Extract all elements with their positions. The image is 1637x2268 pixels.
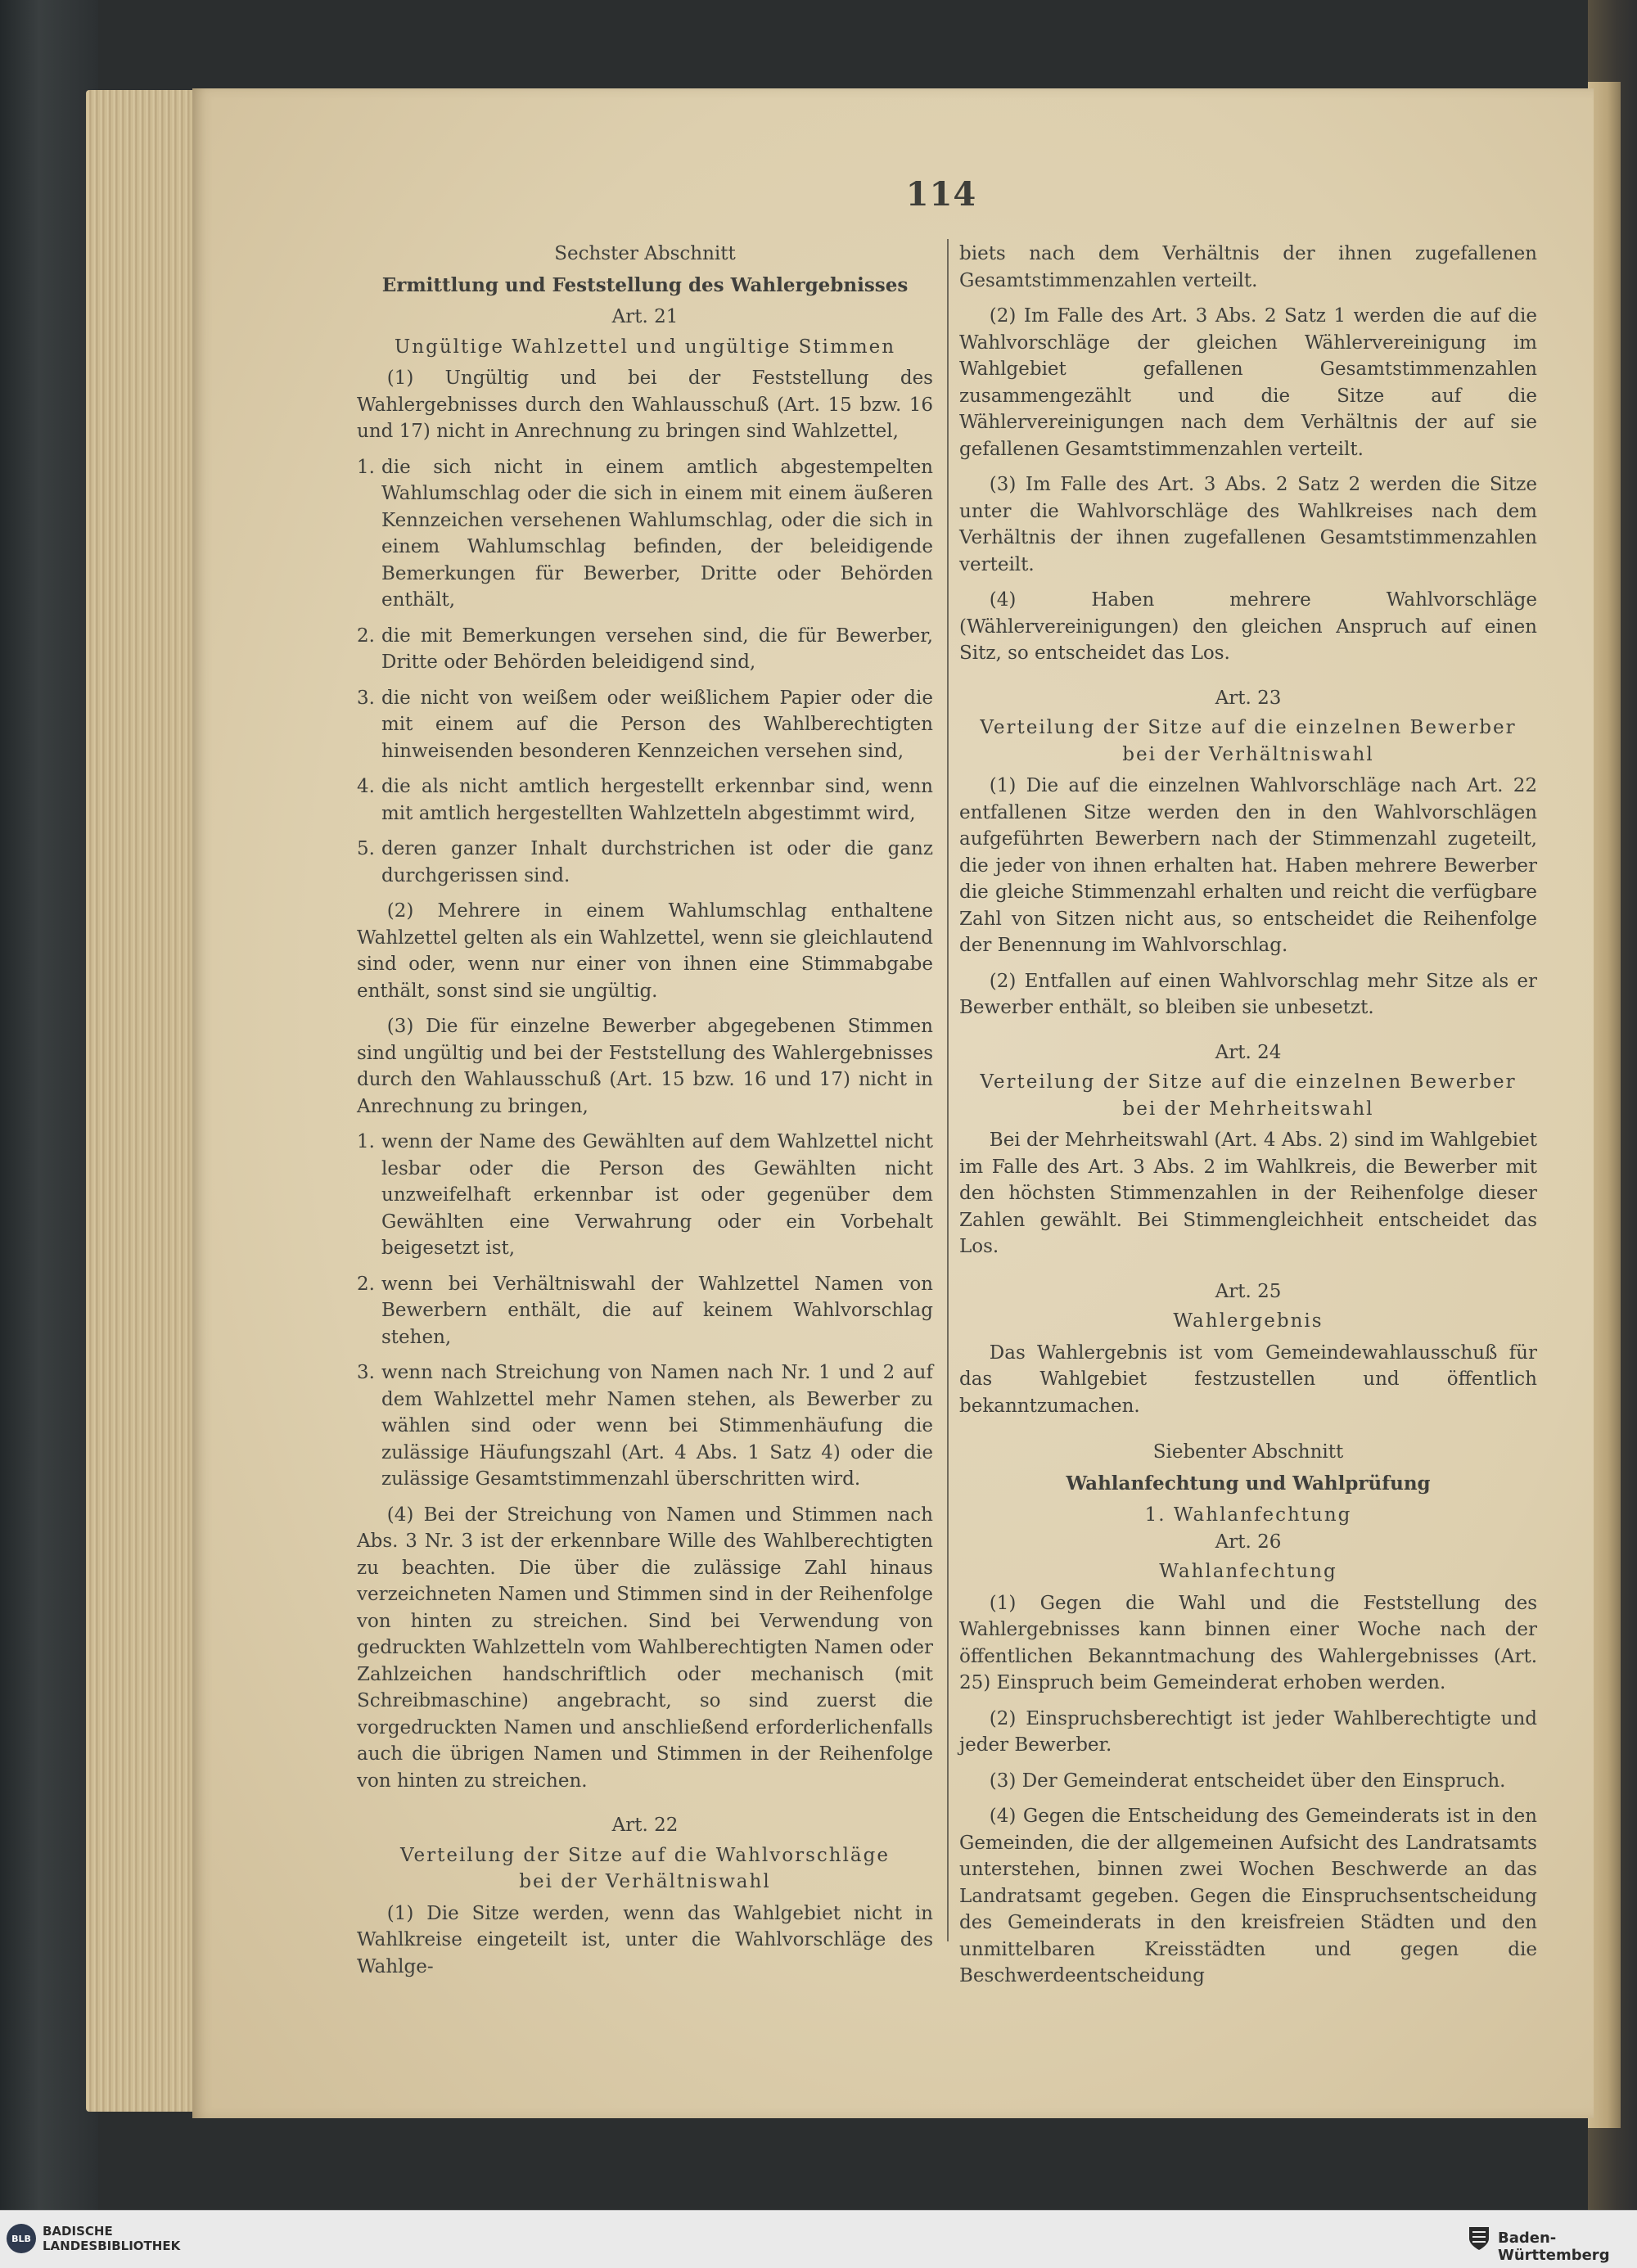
list-item: 2. die mit Bemerkungen versehen sind, die für Bewerber, Dritte oder Behörden beleidigend sind, <box>357 624 933 673</box>
list-item: 1. die sich nicht in einem amtlich abgestempelten Wahlumschlag oder die sich in einem mit einem äußeren Kennzeichen versehenen Wahlumschlag, oder die sich in einem Wahlumschlag befinden, der beleidigende Bemerkungen für Bewerber, Dritte oder Behörden enthält, <box>357 456 933 611</box>
list-item: 4. die als nicht amtlich hergestellt erkennbar sind, wenn mit amtlich hergestellten Wahlzetteln abgestimmt wird, <box>357 776 933 824</box>
paragraph: (1) Ungültig und bei der Feststellung des Wahlergebnisses durch den Wahlausschuß (Art. 15 bzw. 16 und 17) nicht in Anrechnung zu bringen sind Wahlzettel, <box>357 367 933 442</box>
article-number: Art. 21 <box>611 306 679 327</box>
column-divider <box>947 239 949 1941</box>
paragraph: Das Wahlergebnis ist vom Gemeindewahlausschuß für das Wahlgebiet festzustellen und öffentlich bekanntzumachen. <box>959 1341 1537 1417</box>
paragraph: (4) Bei der Streichung von Namen und Stimmen nach Abs. 3 Nr. 3 ist der erkennbare Wille des Wahlberechtigten zu beachten. Die über die zulässige Zahl hinaus verzeichneten Namen und Stimmen sind in der Reihenfolge von hinten zu streichen. Sind bei Verwendung von gedruckten Wahlzetteln vom Wahlberechtigten Namen oder Zahlzeichen handschriftlich oder mechanisch (mit Schreibmaschine) angebracht, so sind zuerst die vorgedruckten Namen und anschließend erforderlichenfalls auch die übrigen Namen und Stimmen in der Reihenfolge von hinten zu streichen. <box>357 1504 933 1792</box>
article-title: bei der Verhältniswahl <box>519 1871 771 1892</box>
paragraph: (3) Der Gemeinderat entscheidet über den Einspruch. <box>989 1770 1506 1792</box>
paragraph: biets nach dem Verhältnis der ihnen zugefallenen Gesamtstimmenzahlen verteilt. <box>959 243 1537 291</box>
list-item: 5. deren ganzer Inhalt durchstrichen ist oder die ganz durchgerissen sind. <box>357 838 933 886</box>
article-title: bei der Mehrheitswahl <box>1122 1098 1374 1120</box>
right-column <box>959 241 1537 1999</box>
paragraph: (2) Einspruchsberechtigt ist jeder Wahlberechtigte und jeder Bewerber. <box>959 1707 1537 1756</box>
numbered-list <box>357 1129 933 1493</box>
article-number: Art. 25 <box>1215 1280 1282 1302</box>
list-item: 3. wenn nach Streichung von Namen nach Nr. 1 und 2 auf dem Wahlzettel mehr Namen stehen, als Bewerber zu wählen sind oder wenn bei Stimmenhäufung die zulässige Häufungszahl (Art. 4 Abs. 1 Satz 4) oder die zulässige Gesamtstimmenzahl überschritten wird. <box>357 1362 933 1490</box>
paragraph: (1) Die auf die einzelnen Wahlvorschläge nach Art. 22 entfallenen Sitze werden den in den Wahlvorschlägen aufgeführten Bewerbern nach der Stimmenzahl zugeteilt, die jeder von ihnen erhalten hat. Haben mehrere Bewerber die gleiche Stimmenzahl erhalten und reicht die verfügbare Zahl von Sitzen nicht aus, so entscheidet die Reihenfolge der Benennung im Wahlvorschlag. <box>959 775 1537 956</box>
article-title: Verteilung der Sitze auf die Wahlvorschläge <box>400 1844 890 1866</box>
page-number: 114 <box>905 175 977 214</box>
paragraph: Bei der Mehrheitswahl (Art. 4 Abs. 2) sind im Wahlgebiet im Falle des Art. 3 Abs. 2 im Wahlkreis, die Bewerber mit den höchsten Stimmenzahlen in der Reihenfolge dieser Zahlen gewählt. Bei Stimmengleichheit entscheidet das Los. <box>959 1129 1537 1257</box>
blb-logo-icon[interactable]: BLB <box>7 2224 36 2253</box>
article-title: Ungültige Wahlzettel und ungültige Stimmen <box>394 336 896 358</box>
paragraph: (2) Im Falle des Art. 3 Abs. 2 Satz 1 werden die auf die Wahlvorschläge der gleichen Wählervereinigung im Wahlgebiet gefallenen Gesamtstimmenzahlen zusammengezählt und die Sitze auf die Wählervereinigungen nach dem Verhältnis der auf sie gefallenen Gesamtstimmenzahlen verteilt. <box>959 305 1537 460</box>
coat-of-arms-icon <box>1467 2225 1491 2252</box>
article-title: bei der Verhältniswahl <box>1122 743 1374 765</box>
subsection-title: 1. Wahlanfechtung <box>1144 1504 1352 1526</box>
section-heading: Siebenter Abschnitt <box>1152 1441 1344 1463</box>
article-number: Art. 26 <box>1215 1531 1282 1553</box>
article-number: Art. 22 <box>611 1815 679 1836</box>
section-title: Wahlanfechtung und Wahlprüfung <box>1066 1472 1431 1495</box>
library-name: BADISCHE LANDESBIBLIOTHEK <box>43 2224 181 2253</box>
section-title: Ermittlung und Feststellung des Wahlergebnisses <box>381 273 909 296</box>
numbered-list <box>357 454 933 890</box>
paragraph: (1) Gegen die Wahl und die Feststellung des Wahlergebnisses kann binnen einer Woche nach der öffentlichen Bekanntmachung des Wahlergebnisses (Art. 25) Einspruch beim Gemeinderat erhoben werden. <box>959 1592 1537 1693</box>
list-item: 3. die nicht von weißem oder weißlichem Papier oder die mit einem auf die Person des Wahlberechtigten hinweisenden besonderen Kennzeichen versehen sind, <box>357 687 933 762</box>
paragraph: (2) Mehrere in einem Wahlumschlag enthaltene Wahlzettel gelten als ein Wahlzettel, wenn sie gleichlautend sind oder, wenn nur einer von ihnen eine Stimmabgabe enthält, sonst sind sie ungültig. <box>357 900 933 1002</box>
list-item: 2. wenn bei Verhältniswahl der Wahlzettel Namen von Bewerbern enthält, die auf keinem Wahlvorschlag stehen, <box>357 1273 933 1348</box>
paragraph: (1) Die Sitze werden, wenn das Wahlgebiet nicht in Wahlkreise eingeteilt ist, unter die Wahlvorschläge des Wahlge- <box>357 1902 933 1977</box>
article-title: Wahlanfechtung <box>1159 1561 1337 1582</box>
paragraph: (3) Im Falle des Art. 3 Abs. 2 Satz 2 werden die Sitze unter die Wahlvorschläge des Wahlkreises nach dem Verhältnis der ihnen zugefallenen Gesamtstimmenzahlen verteilt. <box>959 474 1537 575</box>
paragraph: (2) Entfallen auf einen Wahlvorschlag mehr Sitze als er Bewerber enthält, so bleiben sie unbesetzt. <box>959 970 1537 1018</box>
left-column <box>357 241 933 1989</box>
paragraph: (4) Haben mehrere Wahlvorschläge (Wählervereinigungen) den gleichen Anspruch auf einen Sitz, so entscheidet das Los. <box>959 589 1537 664</box>
footer-bar <box>0 2210 1637 2268</box>
state-name: Baden-Württemberg <box>1498 2230 1610 2264</box>
paragraph: (3) Die für einzelne Bewerber abgegebenen Stimmen sind ungültig und bei der Feststellung des Wahlergebnisses durch den Wahlausschuß (Art. 15 bzw. 16 und 17) nicht in Anrechnung zu bringen, <box>357 1016 933 1117</box>
section-heading: Sechster Abschnitt <box>554 243 736 264</box>
article-title: Wahlergebnis <box>1173 1310 1324 1332</box>
article-number: Art. 24 <box>1215 1041 1282 1063</box>
list-item: 1. wenn der Name des Gewählten auf dem Wahlzettel nicht lesbar oder die Person des Gewählten nicht unzweifelhaft erkennbar ist oder gegenüber dem Gewählten eine Verwahrung oder ein Vorbehalt beigesetzt ist, <box>357 1131 933 1259</box>
article-number: Art. 23 <box>1215 687 1282 709</box>
article-title: Verteilung der Sitze auf die einzelnen Bewerber <box>980 1071 1517 1093</box>
article-title: Verteilung der Sitze auf die einzelnen Bewerber <box>980 717 1517 738</box>
book-cover-left <box>0 0 98 2210</box>
page-stack-edges <box>86 90 201 2112</box>
paragraph: (4) Gegen die Entscheidung des Gemeinderats ist in den Gemeinden, die der allgemeinen Aufsicht des Landratsamts unterstehen, binnen zwei Wochen Beschwerde an das Landratsamt gegeben. Gegen die Einspruchsentscheidung des Gemeinderats in den kreisfreien Städten und den unmittelbaren Kreisstädten und gegen die Beschwerdeentscheidung <box>959 1806 1537 1986</box>
